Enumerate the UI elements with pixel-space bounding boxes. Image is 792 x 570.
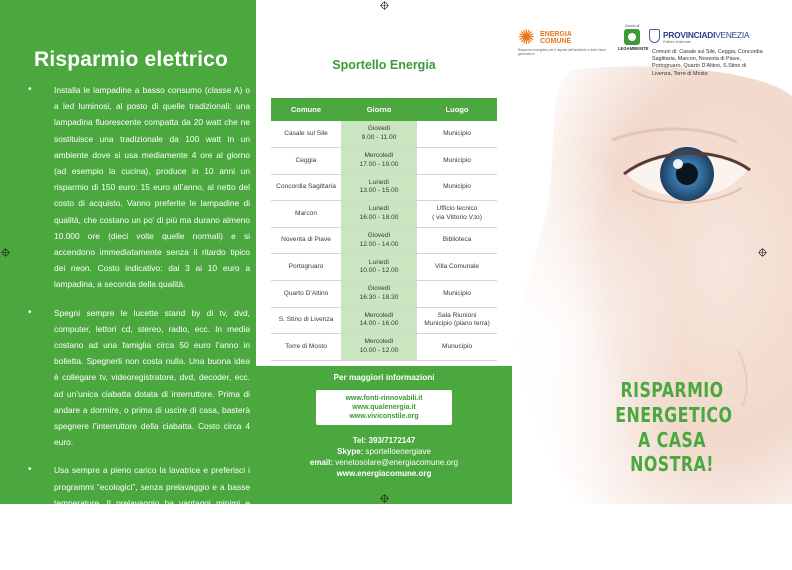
table-cell: Municipio xyxy=(417,148,497,175)
left-panel xyxy=(0,0,256,557)
table-row xyxy=(271,334,497,361)
schedule-table xyxy=(271,98,497,361)
table-cell: Municipio xyxy=(417,174,497,201)
legambiente-emblem-icon xyxy=(624,29,640,45)
table-body xyxy=(271,121,497,360)
tips-list xyxy=(16,82,250,570)
table-cell: Lunedì 13.00 - 15.00 xyxy=(341,174,417,201)
links-box xyxy=(316,390,452,425)
table-cell: Giovedì 12.00 - 14.00 xyxy=(341,227,417,254)
section-title: Risparmio elettrico xyxy=(34,48,229,71)
table-cell: Ufficio tecnico ( via Vittorio V.to) xyxy=(417,201,497,228)
table-row xyxy=(271,254,497,281)
registration-mark-icon xyxy=(380,1,389,10)
column-header: Giorno xyxy=(341,98,417,121)
logo-strip xyxy=(512,0,768,100)
table-row xyxy=(271,201,497,228)
column-header: Comune xyxy=(271,98,341,121)
sun-icon: ✺ xyxy=(518,27,535,49)
table-row xyxy=(271,148,497,175)
registration-mark-icon xyxy=(758,248,767,257)
table-cell: Torre di Mosto xyxy=(271,334,341,361)
table-cell: Noventa di Piave xyxy=(271,227,341,254)
table-cell: Lunedì 10.00 - 12.00 xyxy=(341,254,417,281)
table-cell: Casale sul Sile xyxy=(271,121,341,148)
table-row xyxy=(271,227,497,254)
table-header-row xyxy=(271,98,497,121)
legambiente-logo: Circolo di LEGAMBIENTE xyxy=(618,24,649,51)
table-cell: Sala Riunioni Municipio (piano terra) xyxy=(417,307,497,334)
table-cell: Villa Comunale xyxy=(417,254,497,281)
info-box xyxy=(256,366,512,504)
tip-item: • Installa le lampadine a basso consumo (classe A) o a led luminosi, al posto di quelle tradizionali: una lampadina fluorescente compatta da 20 watt che ne sostituisce una tradizionale da 100 watt in un ambiente dove si usa mediamente 4 ore al giorno (ad esempio la cucina), produce in 10 anni un risparmio di 150 euro: 15 euro all’anno, al netto del costo di acquisto. Vanno preferite le lampadine di qualità, che costano un po’ di più ma durano almeno 10.000 ore (dieci volte quelle normali) e si accendono immediatamente senza il ritardo tipico dei neon. Costo indicativo: dai 3 ai 10 euro a lampadina, a seconda della qualità. xyxy=(16,82,250,293)
skype-value: sportelloenergiave xyxy=(365,446,431,456)
column-header: Luogo xyxy=(417,98,497,121)
link[interactable]: www.fonti-rinnovabili.it xyxy=(345,395,423,402)
table-cell: Lunedì 16.00 - 18.00 xyxy=(341,201,417,228)
tip-item: • Spegni sempre le lucette stand by di tv, dvd, computer, lettori cd, stereo, radio, ecc. In media costano ad una famiglia circa 50 euro l’anno in bolletta. Spegnerli non costa nulla. Una buona idea è collegare tv, videoregistratore, dvd, decoder, ecc. ad un’unica ciabatta dotata di interruttore. Prima di andare a dormire, o prima di uscire di casa, basterà spegnere l’interruttore della ciabatta. Costo circa 4 euro. xyxy=(16,305,250,451)
table-cell: Munucipio xyxy=(417,334,497,361)
registration-mark-icon xyxy=(1,248,10,257)
table-cell: Mercoledì 14.00 - 16.00 xyxy=(341,307,417,334)
table-row xyxy=(271,281,497,308)
email-label: email: xyxy=(309,457,333,467)
registration-mark-icon xyxy=(380,494,389,503)
table-cell: Mercoledì 17.00 - 19.00 xyxy=(341,148,417,175)
table-cell: Municipio xyxy=(417,121,497,148)
right-panel xyxy=(512,0,768,504)
table-cell: Biblioteca xyxy=(417,227,497,254)
schedule-title: Sportello Energia xyxy=(332,58,436,72)
table-cell: Municipio xyxy=(417,281,497,308)
crest-icon xyxy=(649,29,660,43)
table-row xyxy=(271,121,497,148)
link[interactable]: www.qualenergia.it xyxy=(352,404,416,412)
table-cell: Mercoledì 10.00 - 12.00 xyxy=(341,334,417,361)
tip-item: • Usa sempre a pieno carico la lavatrice e preferisci i programmi “ecologici”, senza prelavaggio e a basse temperature. Il prelavaggio ha vantaggi minimi e consumi alti. Se possibile, compera lavatrici con l’attacco diretto al tubo dell’acqua calda. Risparmierai moltissima corrente! Costo: nullo. xyxy=(16,462,250,559)
link[interactable]: www.viviconstile.org xyxy=(349,413,419,421)
comuni-list: Comuni di: Casale sul Sile, Ceggia, Concordia Sagittaria, Marcon, Noventa di Piave, Portogruaro, Quarto D’Altino, S.Stino di Livenza, Torre di Mosto xyxy=(652,49,763,77)
middle-panel xyxy=(256,0,512,504)
website-link[interactable]: www.energiacomune.org xyxy=(336,468,432,478)
table-row xyxy=(271,307,497,334)
contacts xyxy=(256,435,512,479)
table-cell: Giovedì 9.00 - 11.00 xyxy=(341,121,417,148)
table-row xyxy=(271,174,497,201)
email-value[interactable]: venetosolare@energiacomune.org xyxy=(335,457,459,467)
provincia-venezia-logo: PROVINCIADIVENEZIA Politiche Ambientali xyxy=(649,28,767,48)
phone: Tel: 393/7172147 xyxy=(352,435,416,445)
brochure-title: RISPARMIO ENERGETICO A CASA NOSTRA! xyxy=(615,378,733,477)
energia-comune-logo: ✺ ENERGIA COMUNE Risparmio energetico per il rispetto dell'ambiente e delle future generazioni xyxy=(518,27,607,56)
table-cell: Marcon xyxy=(271,201,341,228)
table-cell: Giovedì 16.30 - 18.30 xyxy=(341,281,417,308)
table-cell: Ceggia xyxy=(271,148,341,175)
skype-label: Skype: xyxy=(337,446,364,456)
table-cell: Portogruaro xyxy=(271,254,341,281)
info-title: Per maggiori informazioni xyxy=(333,373,435,382)
table-cell: Quarto D’Altino xyxy=(271,281,341,308)
table-cell: Concordia Sagittaria xyxy=(271,174,341,201)
table-cell: S. Stino di Livenza xyxy=(271,307,341,334)
